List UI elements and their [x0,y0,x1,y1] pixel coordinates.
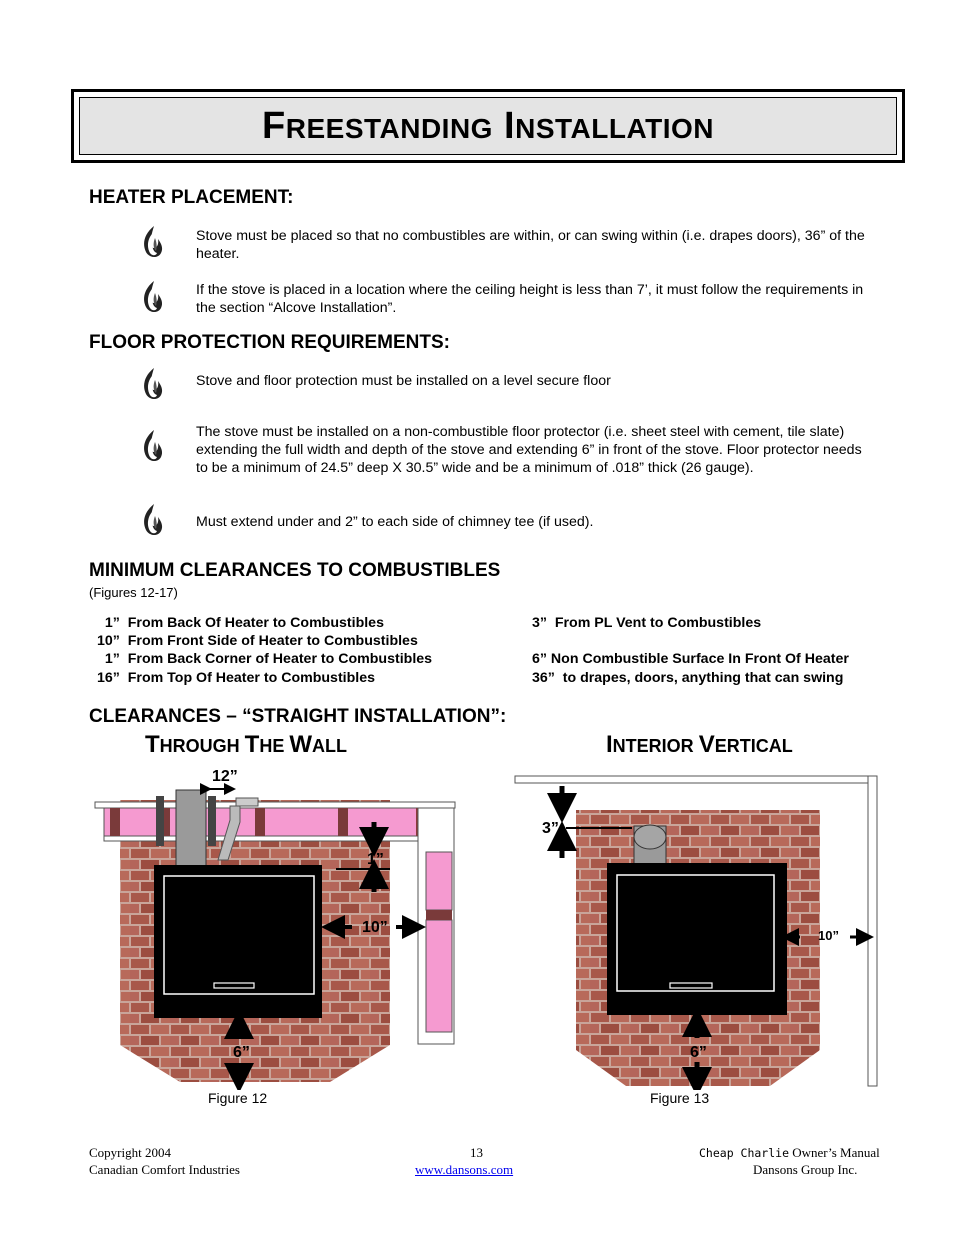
footer-copyright: Copyright 2004 [89,1145,171,1160]
heater-placement-item-2: If the stove is placed in a location where the ceiling height is less than 7’, it must follow the requirements in the section “Alcove Installation”. [196,282,864,316]
footer-link[interactable]: www.dansons.com [415,1162,514,1177]
figure-12-label-top: 12” [212,768,238,785]
floor-protection-item-1: Stove and floor protection must be installed on a level secure floor [196,373,611,389]
clearance-right-4: 36” to drapes, doors, anything that can swing [532,670,844,686]
figure-13-label-top: 3” [542,820,559,837]
figure-13-label-side: 10” [818,928,839,943]
heater-body [154,865,322,1018]
floor-protection-item-3: Must extend under and 2” to each side of chimney tee (if used). [196,514,594,530]
flame-bullet-icon [140,279,164,315]
footer-company: Canadian Comfort Industries [89,1162,240,1177]
clearance-right-3: 6” Non Combustible Surface In Front Of Heater [532,651,849,667]
flame-bullet-icon [140,366,164,402]
vent-pipe [176,790,206,866]
clearance-left-3: 1” From Back Corner of Heater to Combustibles [97,651,433,667]
through-the-wall-heading: THROUGH THE WALL [145,731,348,758]
insulation-top [104,808,434,836]
flame-bullet-icon [140,502,164,538]
floor-protection-item-2: The stove must be installed on a non-combustible floor protector (i.e. sheet steel with cement, tile slate) extending the full width and depth of the stove and extending 6” in front of the stove. Floor protector needs to be a minimum of 24.5” deep X 30.5” wide and be a minimum of .018” thick (26 gauge). [196,424,862,476]
clearance-left-2: 10” From Front Side of Heater to Combustibles [97,633,418,649]
interior-vertical-heading: INTERIOR VERTICAL [606,731,793,758]
clearance-right-1: 3” From PL Vent to Combustibles [532,615,762,631]
figure-12-diagram [90,760,470,1090]
heater-placement-heading: HEATER PLACEMENT: [89,187,294,208]
figure-12-label-side: 10” [362,919,388,936]
page-number: 13 [470,1145,483,1160]
footer-publisher: Dansons Group Inc. [753,1162,858,1177]
title-box [71,89,905,163]
page-title: FREESTANDING INSTALLATION [262,104,714,147]
flame-bullet-icon [140,428,164,464]
heater-body [607,863,787,1015]
clearance-left-1: 1” From Back Of Heater to Combustibles [97,615,384,631]
straight-installation-heading: CLEARANCES – “STRAIGHT INSTALLATION”: [89,706,507,727]
figure-13-label-front: 6” [690,1044,707,1061]
min-clearances-heading: MINIMUM CLEARANCES TO COMBUSTIBLES [89,560,501,581]
figure-12-label-front: 6” [233,1044,250,1061]
heater-placement-item-1: Stove must be placed so that no combustibles are within, or can swing within (i.e. drapes doors), 36” of the heater. [196,228,865,262]
figure-12-caption: Figure 12 [208,1090,268,1106]
flame-bullet-icon [140,224,164,260]
figures-note: (Figures 12-17) [89,585,178,600]
insulation-side [426,852,452,910]
figure-13-caption: Figure 13 [650,1090,710,1106]
footer-manual-title: Cheap Charlie Owner’s Manual [699,1145,880,1160]
figure-12-label-back: 1” [367,851,384,868]
clearance-left-4: 16” From Top Of Heater to Combustibles [97,670,375,686]
floor-protection-heading: FLOOR PROTECTION REQUIREMENTS: [89,332,450,353]
figure-13-diagram [510,770,890,1090]
